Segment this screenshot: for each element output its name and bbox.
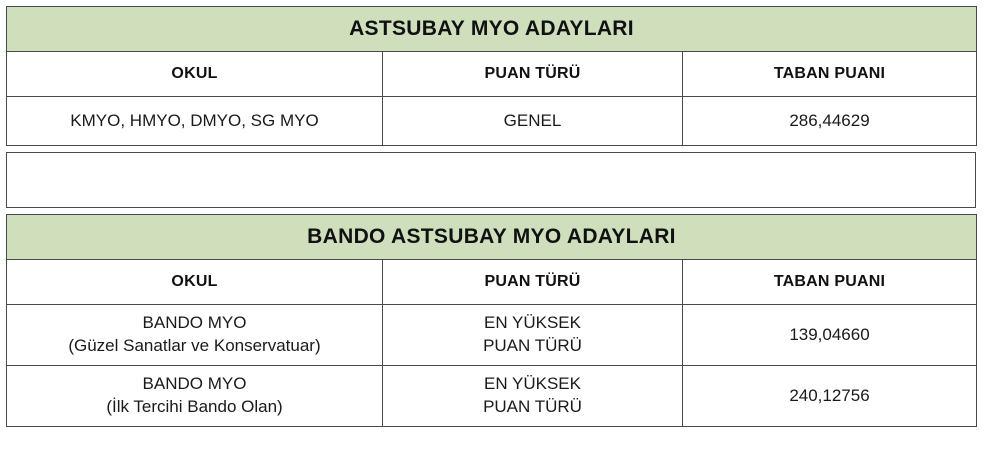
cell-puan-turu-line1: EN YÜKSEK [483,313,581,333]
column-header-okul: OKUL [7,52,383,97]
cell-puan-turu [383,366,683,427]
cell-okul-line1: BANDO MYO [142,374,247,394]
cell-okul [7,305,383,366]
cell-puan-turu-line2: PUAN TÜRÜ [483,397,582,416]
table-title-row [7,7,977,52]
cell-okul-line1: BANDO MYO [142,313,247,333]
table-title-row [7,215,977,260]
table-row [7,305,977,366]
table-row [7,366,977,427]
table-title: ASTSUBAY MYO ADAYLARI [7,7,977,52]
cell-okul-line2: (Güzel Sanatlar ve Konservatuar) [68,336,321,355]
cell-taban-puani: 240,12756 [683,366,977,427]
empty-cell [7,153,976,208]
cell-okul-line2: (İlk Tercihi Bando Olan) [106,397,283,416]
table-row [7,97,977,146]
empty-spacer-row [6,152,976,208]
cell-puan-turu [383,305,683,366]
cell-okul [7,366,383,427]
cell-puan-turu: GENEL [383,97,683,146]
table-bando-astsubay-myo-adaylari [6,214,977,427]
column-header-puan-turu: PUAN TÜRÜ [383,260,683,305]
cell-taban-puani: 286,44629 [683,97,977,146]
column-header-okul: OKUL [7,260,383,305]
table-header-row [7,260,977,305]
table-header-row [7,52,977,97]
cell-puan-turu-line2: PUAN TÜRÜ [483,336,582,355]
cell-okul: KMYO, HMYO, DMYO, SG MYO [7,97,383,146]
table-astsubay-myo-adaylari [6,6,977,146]
column-header-taban-puani: TABAN PUANI [683,52,977,97]
column-header-puan-turu: PUAN TÜRÜ [383,52,683,97]
cell-puan-turu-line1: EN YÜKSEK [483,374,581,394]
column-header-taban-puani: TABAN PUANI [683,260,977,305]
table-title: BANDO ASTSUBAY MYO ADAYLARI [7,215,977,260]
cell-taban-puani: 139,04660 [683,305,977,366]
